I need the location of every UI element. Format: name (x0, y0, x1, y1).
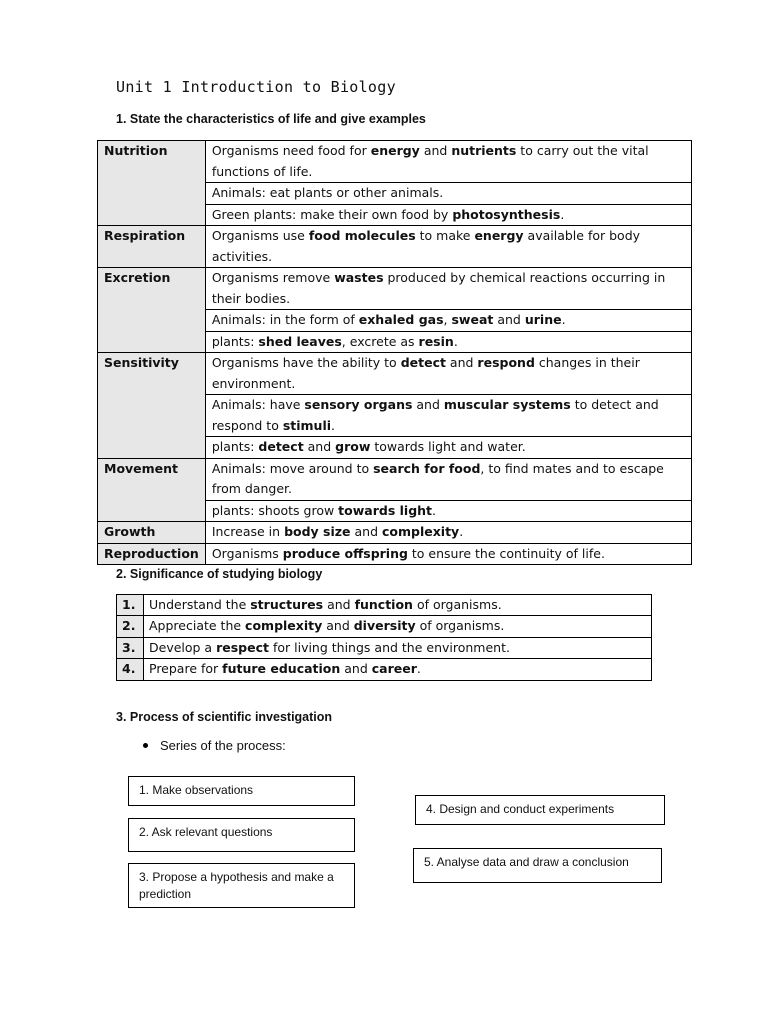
row-number: 3. (117, 637, 144, 658)
bold-text: complexity (245, 618, 323, 634)
row-number: 1. (117, 595, 144, 616)
significance-table (116, 594, 652, 681)
bold-text: diversity (353, 618, 416, 634)
text-run: . (331, 417, 336, 433)
text-run: and (350, 524, 382, 539)
table-row (98, 268, 692, 310)
bullet-text: Series of the process: (160, 738, 286, 753)
bold-text: wastes (334, 270, 384, 285)
text-run: . (560, 206, 565, 222)
characteristic-description (205, 458, 691, 500)
table-row (117, 637, 652, 658)
table-row (117, 659, 652, 680)
bold-text: body size (284, 524, 351, 539)
bold-text: food molecules (308, 228, 416, 243)
table-row (98, 353, 692, 395)
text-run: produced by chemical reactions occurring in their bodies. (211, 270, 666, 306)
process-step-3: 3. Propose a hypothesis and make a prediction (128, 863, 355, 908)
characteristic-description (205, 543, 691, 565)
text-run: Prepare for (149, 661, 223, 677)
row-number: 4. (117, 659, 144, 680)
bold-text: shed leaves (258, 333, 342, 349)
table-row (117, 595, 652, 616)
text-run: Animals: eat plants or other animals. (211, 185, 444, 200)
text-run: . (459, 524, 464, 539)
text-run: , excrete as (341, 333, 419, 349)
bold-text: photosynthesis (452, 206, 561, 222)
text-run: of organisms. (415, 618, 505, 634)
bold-text: exhaled gas (358, 312, 444, 327)
characteristic-description (205, 395, 691, 437)
text-run: changes in their environment. (211, 355, 640, 391)
bold-text: structures (250, 597, 324, 612)
process-step-4: 4. Design and conduct experiments (415, 795, 665, 825)
table-row (98, 543, 692, 565)
characteristic-label: Movement (98, 458, 206, 522)
bold-text: energy (474, 228, 524, 243)
table-row (98, 226, 692, 268)
bold-text: detect (258, 439, 304, 454)
text-run: plants: (211, 333, 259, 349)
text-run: and (412, 397, 444, 412)
bold-text: respond (477, 355, 535, 370)
text-run: . (432, 502, 436, 518)
process-step-2: 2. Ask relevant questions (128, 818, 355, 852)
bullet-item (143, 738, 286, 753)
text-run: . (453, 333, 458, 349)
text-run: Organisms have the ability to (211, 355, 401, 370)
bold-text: career (371, 661, 417, 677)
table-row (117, 616, 652, 637)
bold-text: muscular systems (443, 397, 571, 412)
text-run: to detect and respond to (211, 397, 659, 433)
section1-heading: 1. State the characteristics of life and give examples (116, 112, 426, 126)
bold-text: complexity (382, 524, 460, 539)
characteristic-description (205, 353, 691, 395)
text-run: . (561, 312, 566, 327)
bold-text: resin (418, 333, 454, 349)
characteristic-description (205, 204, 691, 226)
text-run: Animals: have (211, 397, 305, 412)
bold-text: energy (370, 143, 420, 158)
text-run: and (445, 355, 478, 370)
bold-text: nutrients (451, 143, 517, 158)
characteristic-description (205, 331, 691, 353)
process-step-5: 5. Analyse data and draw a conclusion (413, 848, 662, 883)
text-run: and (303, 439, 336, 454)
bold-text: search for food (373, 460, 481, 476)
text-run: plants: shoots grow (211, 502, 339, 518)
table-row (98, 522, 692, 544)
characteristic-label: Reproduction (98, 543, 206, 565)
table-row (98, 141, 692, 183)
characteristics-table (97, 140, 692, 565)
text-run: available for body activities. (211, 228, 641, 264)
section3-heading: 3. Process of scientific investigation (116, 710, 333, 724)
row-number: 2. (117, 616, 144, 637)
text-run: Organisms use (211, 228, 309, 243)
text-run: and (322, 618, 354, 634)
text-run: Increase in (211, 524, 285, 539)
text-run: Appreciate the (149, 618, 246, 634)
text-run: to ensure the continuity of life. (407, 545, 605, 561)
bold-text: grow (335, 439, 371, 454)
bold-text: detect (400, 355, 446, 370)
bold-text: respect (216, 639, 269, 655)
page-title: Unit 1 Introduction to Biology (116, 78, 396, 96)
characteristic-description (205, 226, 691, 268)
bold-text: function (354, 597, 413, 612)
bold-text: future education (222, 661, 341, 677)
section2-heading: 2. Significance of studying biology (116, 567, 323, 581)
text-run: to make (415, 228, 475, 243)
characteristic-label: Excretion (98, 268, 206, 353)
text-run: and (340, 661, 372, 677)
bold-text: towards light (338, 502, 433, 518)
text-run: to carry out the vital functions of life. (211, 143, 649, 179)
characteristic-description (205, 183, 691, 205)
text-run: Organisms remove (211, 270, 335, 285)
characteristic-label: Sensitivity (98, 353, 206, 459)
text-run: and (419, 143, 452, 158)
text-run: Green plants: make their own food by (211, 206, 453, 222)
text-run: Animals: move around to (211, 460, 374, 476)
text-run: , (443, 312, 452, 327)
bold-text: sensory organs (304, 397, 413, 412)
characteristic-description (205, 437, 691, 459)
text-run: towards light and water. (370, 439, 526, 454)
bold-text: produce offspring (282, 545, 408, 561)
text-run: Organisms (211, 545, 283, 561)
text-run: plants: (211, 439, 259, 454)
text-run: , to find mates and to escape from danger. (211, 460, 664, 496)
table-row (98, 458, 692, 500)
text-run: Understand the (149, 597, 251, 612)
text-run: Animals: in the form of (211, 312, 359, 327)
significance-text (144, 616, 652, 637)
characteristic-label: Nutrition (98, 141, 206, 226)
characteristic-label: Growth (98, 522, 206, 544)
bold-text: sweat (451, 312, 494, 327)
text-run: and (493, 312, 525, 327)
characteristic-description (205, 522, 691, 544)
text-run: Develop a (149, 639, 217, 655)
significance-text (144, 595, 652, 616)
process-step-1: 1. Make observations (128, 776, 355, 806)
text-run: . (416, 661, 421, 677)
characteristic-description (205, 268, 691, 310)
bullet-dot-icon (143, 743, 148, 748)
text-run: Organisms need food for (211, 143, 371, 158)
bold-text: stimuli (282, 417, 332, 433)
text-run: for living things and the environment. (268, 639, 510, 655)
characteristic-description (205, 310, 691, 332)
bold-text: urine (524, 312, 562, 327)
significance-text (144, 659, 652, 680)
characteristic-description (205, 141, 691, 183)
characteristic-description (205, 500, 691, 522)
significance-text (144, 637, 652, 658)
text-run: of organisms. (412, 597, 502, 612)
characteristic-label: Respiration (98, 226, 206, 268)
text-run: and (323, 597, 355, 612)
